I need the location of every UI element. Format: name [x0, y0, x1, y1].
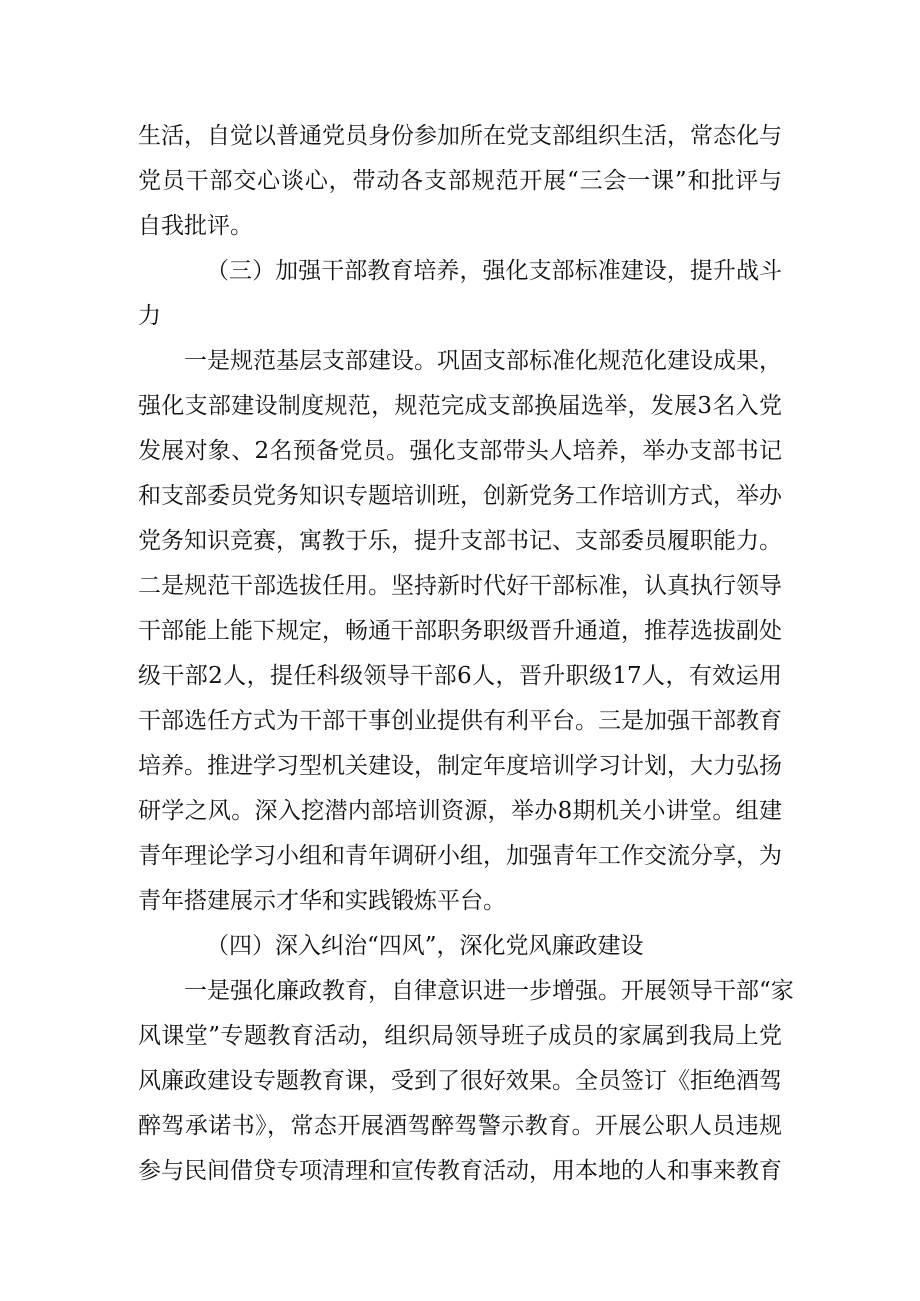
text-line: 自我批评。: [138, 213, 253, 239]
text-line: 风课堂”专题教育活动，组织局领导班子成员的家属到我局上党: [138, 1023, 782, 1049]
text-line: 干部选任方式为干部干事创业提供有利平台。三是加强干部教育: [138, 708, 782, 734]
paragraph-first-line: 一是强化廉政教育，自律意识进一步增强。开展领导干部“家: [184, 978, 794, 1004]
text-line: 青年搭建展示才华和实践锻炼平台。: [138, 888, 506, 914]
section-heading-3-continued: 力: [138, 303, 161, 329]
text-line: 培养。推进学习型机关建设，制定年度培训学习计划，大力弘扬: [138, 753, 782, 779]
section-heading-3: （三）加强干部教育培养，强化支部标准建设，提升战斗: [206, 258, 782, 284]
text-line: 参与民间借贷专项清理和宣传教育活动，用本地的人和事来教育: [138, 1158, 782, 1184]
text-line: 党务知识竞赛，寓教于乐，提升支部书记、支部委员履职能力。: [138, 528, 782, 554]
text-line: 风廉政建设专题教育课，受到了很好效果。全员签订《拒绝酒驾: [138, 1068, 782, 1094]
text-line: 和支部委员党务知识专题培训班，创新党务工作培训方式，举办: [138, 483, 782, 509]
text-line: 干部能上能下规定，畅通干部职务职级晋升通道，推荐选拔副处: [138, 618, 782, 644]
paragraph-first-line: 一是规范基层支部建设。巩固支部标准化规范化建设成果，: [184, 348, 782, 374]
text-line: 青年理论学习小组和青年调研小组，加强青年工作交流分享，为: [138, 843, 782, 869]
text-line: 生活，自觉以普通党员身份参加所在党支部组织生活，常态化与: [138, 123, 782, 149]
section-heading-4: （四）深入纠治“四风”，深化党风廉政建设: [206, 933, 644, 959]
text-line: 醉驾承诺书》，常态开展酒驾醉驾警示教育。开展公职人员违规: [138, 1113, 782, 1139]
text-line: 强化支部建设制度规范，规范完成支部换届选举，发展3名入党: [138, 393, 782, 419]
text-line: 级干部2人，提任科级领导干部6人，晋升职级17人，有效运用: [138, 663, 782, 689]
text-line: 研学之风。深入挖潜内部培训资源，举办8期机关小讲堂。组建: [138, 798, 782, 824]
text-line: 发展对象、2名预备党员。强化支部带头人培养，举办支部书记: [138, 438, 782, 464]
text-line: 二是规范干部选拔任用。坚持新时代好干部标准，认真执行领导: [138, 573, 782, 599]
text-line: 党员干部交心谈心，带动各支部规范开展“三会一课”和批评与: [138, 168, 782, 194]
